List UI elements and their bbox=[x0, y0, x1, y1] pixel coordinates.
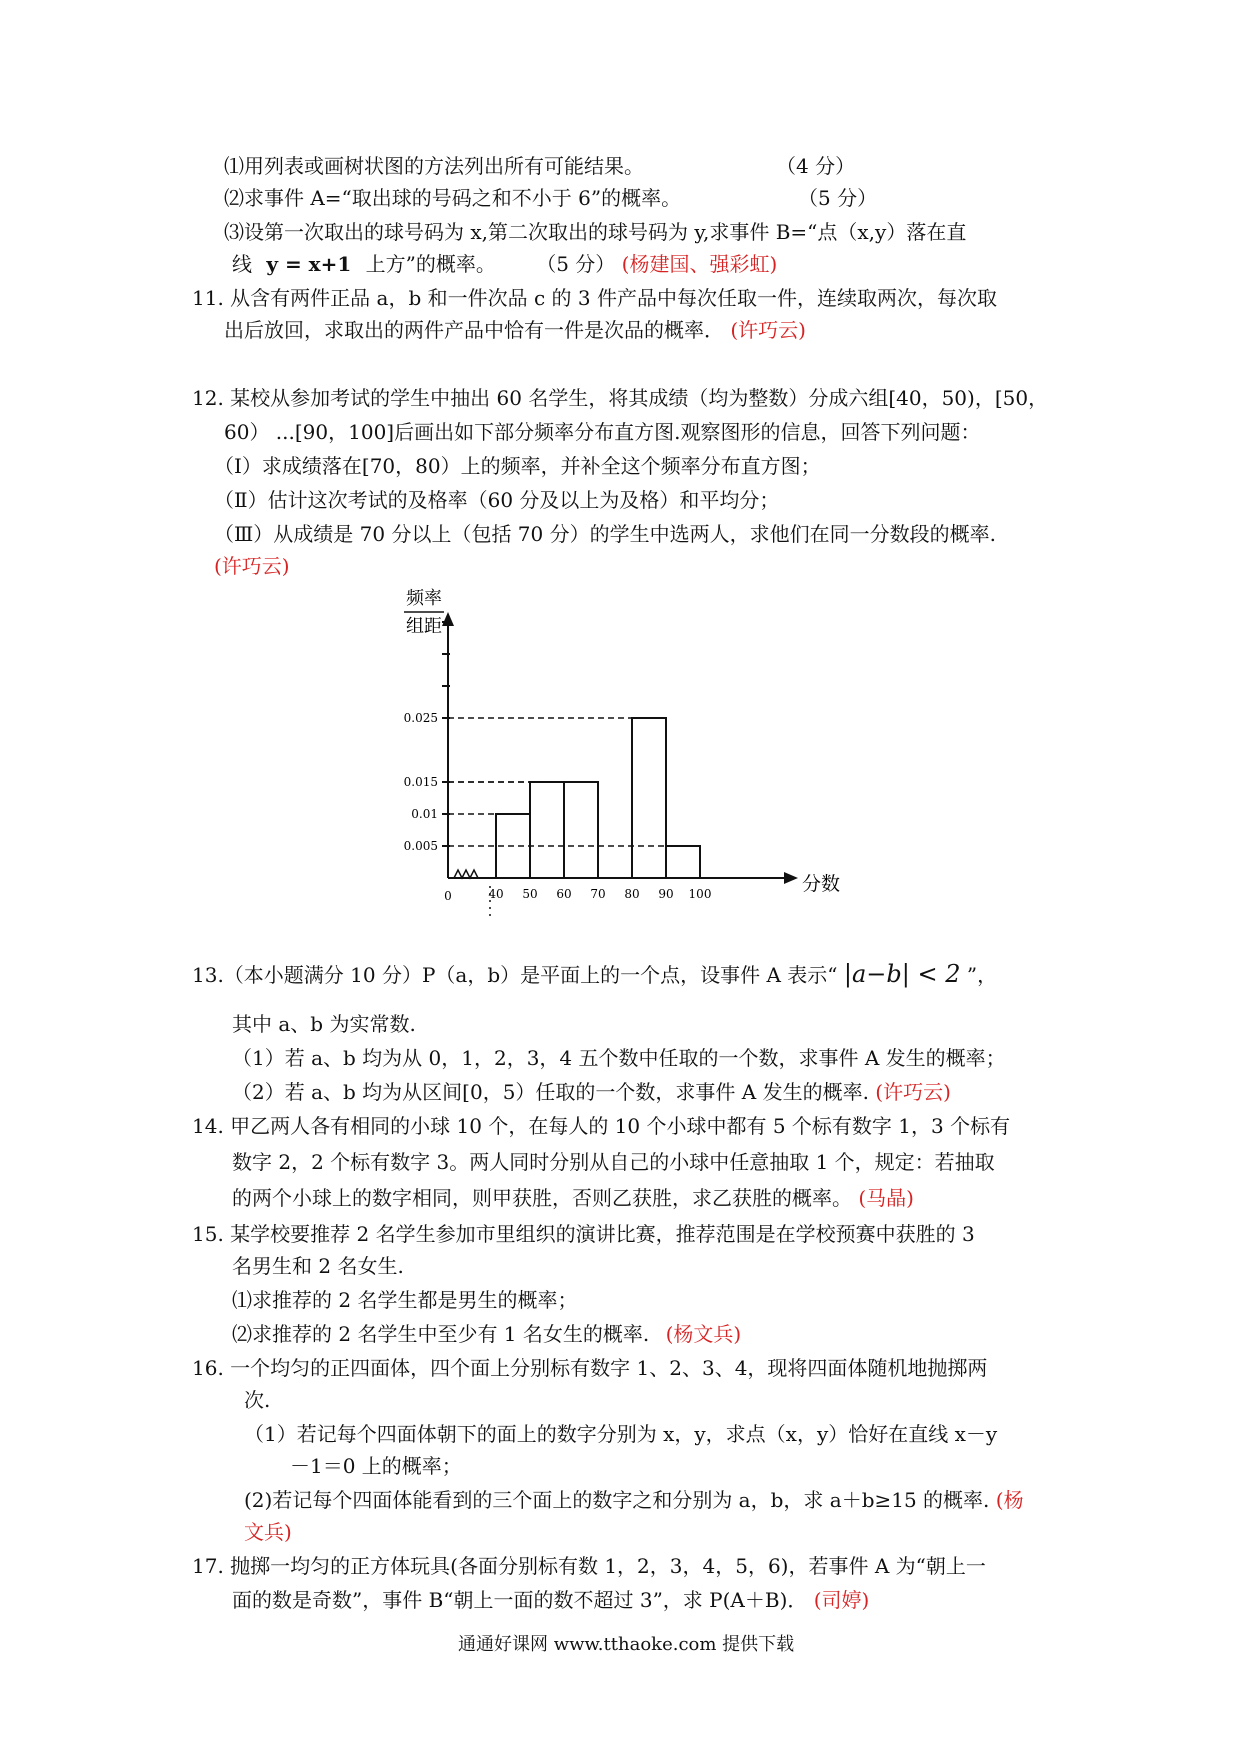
q13-part2 bbox=[232, 1078, 951, 1106]
q10-part3-line2-b: 上方”的概率。 bbox=[365, 252, 496, 276]
q10-part1-score: （4 分） bbox=[776, 154, 856, 178]
q15-author: (杨文兵) bbox=[665, 1322, 742, 1346]
histogram-bar bbox=[530, 782, 564, 878]
q12-line2: 60） ...[90，100]后画出如下部分频率分布直方图.观察图形的信息，回答下列问题： bbox=[224, 420, 981, 444]
y-tick-label: 0.01 bbox=[411, 807, 438, 821]
q12-part2: （Ⅱ）估计这次考试的及格率（60 分及以上为及格）和平均分； bbox=[214, 488, 780, 512]
origin-label: 0 bbox=[444, 889, 452, 903]
x-tick-label: 90 bbox=[658, 887, 674, 901]
axis-break-zigzag bbox=[454, 870, 478, 878]
q13-expression: |a−b| < 2 bbox=[843, 960, 961, 988]
q13-line2: 其中 a、b 为实常数. bbox=[232, 1012, 416, 1036]
q17-author: (司婷) bbox=[813, 1588, 870, 1612]
q10-part3-author: (杨建国、强彩虹) bbox=[621, 252, 778, 276]
q10-part2-score: （5 分） bbox=[798, 186, 878, 210]
q11-line2-text: 出后放回，求取出的两件产品中恰有一件是次品的概率． bbox=[224, 318, 724, 342]
frequency-histogram bbox=[396, 582, 856, 932]
x-tick-label: 80 bbox=[624, 887, 640, 901]
y-axis-label-bottom: 组距 bbox=[406, 616, 442, 637]
q14-line3-text: 的两个小球上的数字相同，则甲获胜，否则乙获胜，求乙获胜的概率。 bbox=[232, 1186, 852, 1210]
x-axis-label: 分数 bbox=[802, 873, 841, 895]
q13-line1 bbox=[192, 960, 997, 989]
x-tick-label: 100 bbox=[688, 887, 712, 901]
q15-line1: 15. 某学校要推荐 2 名学生参加市里组织的演讲比赛，推荐范围是在学校预赛中获胜的 3 bbox=[192, 1222, 975, 1246]
q14-line1: 14. 甲乙两人各有相同的小球 10 个，在每人的 10 个小球中都有 5 个标有数字 1，3 个标有 bbox=[192, 1114, 1011, 1138]
histogram-bar bbox=[666, 846, 700, 878]
q17-line2-text: 面的数是奇数”，事件 B“朝上一面的数不超过 3”，求 P(A＋B)． bbox=[232, 1588, 808, 1612]
q14-author: (马晶) bbox=[858, 1186, 914, 1210]
q13-author: (许巧云) bbox=[875, 1080, 951, 1104]
y-axis-arrow bbox=[442, 612, 454, 626]
q15-part2 bbox=[232, 1320, 741, 1348]
q12-part3: （Ⅲ）从成绩是 70 分以上（包括 70 分）的学生中选两人，求他们在同一分数段的概率. bbox=[214, 522, 996, 546]
q10-part1 bbox=[224, 152, 644, 180]
q17-line2 bbox=[232, 1586, 869, 1614]
page-footer: 通通好课网 www.tthaoke.com 提供下载 bbox=[458, 1634, 795, 1655]
q15-part1: ⑴求推荐的 2 名学生都是男生的概率； bbox=[232, 1288, 578, 1312]
q16-part2-text: (2)若记每个四面体能看到的三个面上的数字之和分别为 a，b，求 a＋b≥15 的概率. bbox=[244, 1488, 990, 1512]
q16-line2: 次. bbox=[244, 1388, 271, 1412]
q10-part3-score: （5 分） bbox=[536, 252, 616, 276]
q10-part1-text: ⑴用列表或画树状图的方法列出所有可能结果。 bbox=[224, 154, 644, 178]
y-tick-label: 0.015 bbox=[403, 775, 438, 789]
x-tick-label: 50 bbox=[522, 887, 538, 901]
q16-line1: 16. 一个均匀的正四面体，四个面上分别标有数字 1、2、3、4，现将四面体随机地抛掷两 bbox=[192, 1356, 988, 1380]
y-tick-label: 0.025 bbox=[403, 711, 438, 725]
q16-author-b: 文兵) bbox=[244, 1520, 292, 1544]
q12-line1: 12. 某校从参加考试的学生中抽出 60 名学生，将其成绩（均为整数）分成六组[40，50)，[50， bbox=[192, 386, 1049, 410]
q14-line3 bbox=[232, 1184, 914, 1212]
q14-line2: 数字 2，2 个标有数字 3。两人同时分别从自己的小球中任意抽取 1 个，规定：若抽取 bbox=[232, 1150, 995, 1174]
q13-line1-b: ”， bbox=[966, 963, 998, 987]
q12-part1: （Ⅰ）求成绩落在[70，80）上的频率，并补全这个频率分布直方图； bbox=[214, 454, 821, 478]
q15-line2: 名男生和 2 名女生. bbox=[232, 1254, 404, 1278]
histogram-bar bbox=[632, 718, 666, 878]
y-axis-label-top: 频率 bbox=[406, 588, 442, 609]
x-axis-arrow bbox=[784, 872, 798, 884]
histogram-bar bbox=[564, 782, 598, 878]
q10-part3-line2-a: 线 bbox=[232, 252, 252, 276]
q11-line1: 11. 从含有两件正品 a，b 和一件次品 c 的 3 件产品中每次任取一件，连续取两次，每次取 bbox=[192, 286, 997, 310]
x-tick-label: 40 bbox=[488, 887, 504, 901]
q16-part1-line1: （1）若记每个四面体朝下的面上的数字分别为 x，y，求点（x，y）恰好在直线 x－y bbox=[244, 1422, 998, 1446]
q11-author: (许巧云) bbox=[730, 318, 806, 342]
q17-line1: 17. 抛掷一均匀的正方体玩具(各面分别标有数 1，2，3，4，5，6)，若事件 A 为“朝上一 bbox=[192, 1554, 986, 1578]
q16-part1-line2: －1＝0 上的概率； bbox=[290, 1454, 462, 1478]
q10-part2: ⑵求事件 A=“取出球的号码之和不小于 6”的概率。 bbox=[224, 186, 682, 210]
x-tick-label: 70 bbox=[590, 887, 606, 901]
q10-part3-equation: y = x+1 bbox=[266, 252, 352, 276]
q11-line2 bbox=[224, 316, 806, 344]
q16-part2-line1 bbox=[244, 1486, 1024, 1514]
q16-author-a: (杨 bbox=[995, 1488, 1024, 1512]
q13-part2-text: （2）若 a、b 均为从区间[0，5）任取的一个数，求事件 A 发生的概率. bbox=[232, 1080, 869, 1104]
q12-author: (许巧云) bbox=[214, 554, 290, 578]
q15-part2-text: ⑵求推荐的 2 名学生中至少有 1 名女生的概率. bbox=[232, 1322, 650, 1346]
q13-part1: （1）若 a、b 均为从 0，1，2，3，4 五个数中任取的一个数，求事件 A 发生的概率； bbox=[232, 1046, 1006, 1070]
x-tick-label: 60 bbox=[556, 887, 572, 901]
y-tick-label: 0.005 bbox=[403, 839, 438, 853]
q13-line1-a: 13.（本小题满分 10 分）P（a，b）是平面上的一个点，设事件 A 表示“ bbox=[192, 963, 838, 987]
q10-part3-line2 bbox=[232, 250, 777, 278]
q10-part3-line1: ⑶设第一次取出的球号码为 x,第二次取出的球号码为 y,求事件 B=“点（x,y）落在直 bbox=[224, 220, 967, 244]
